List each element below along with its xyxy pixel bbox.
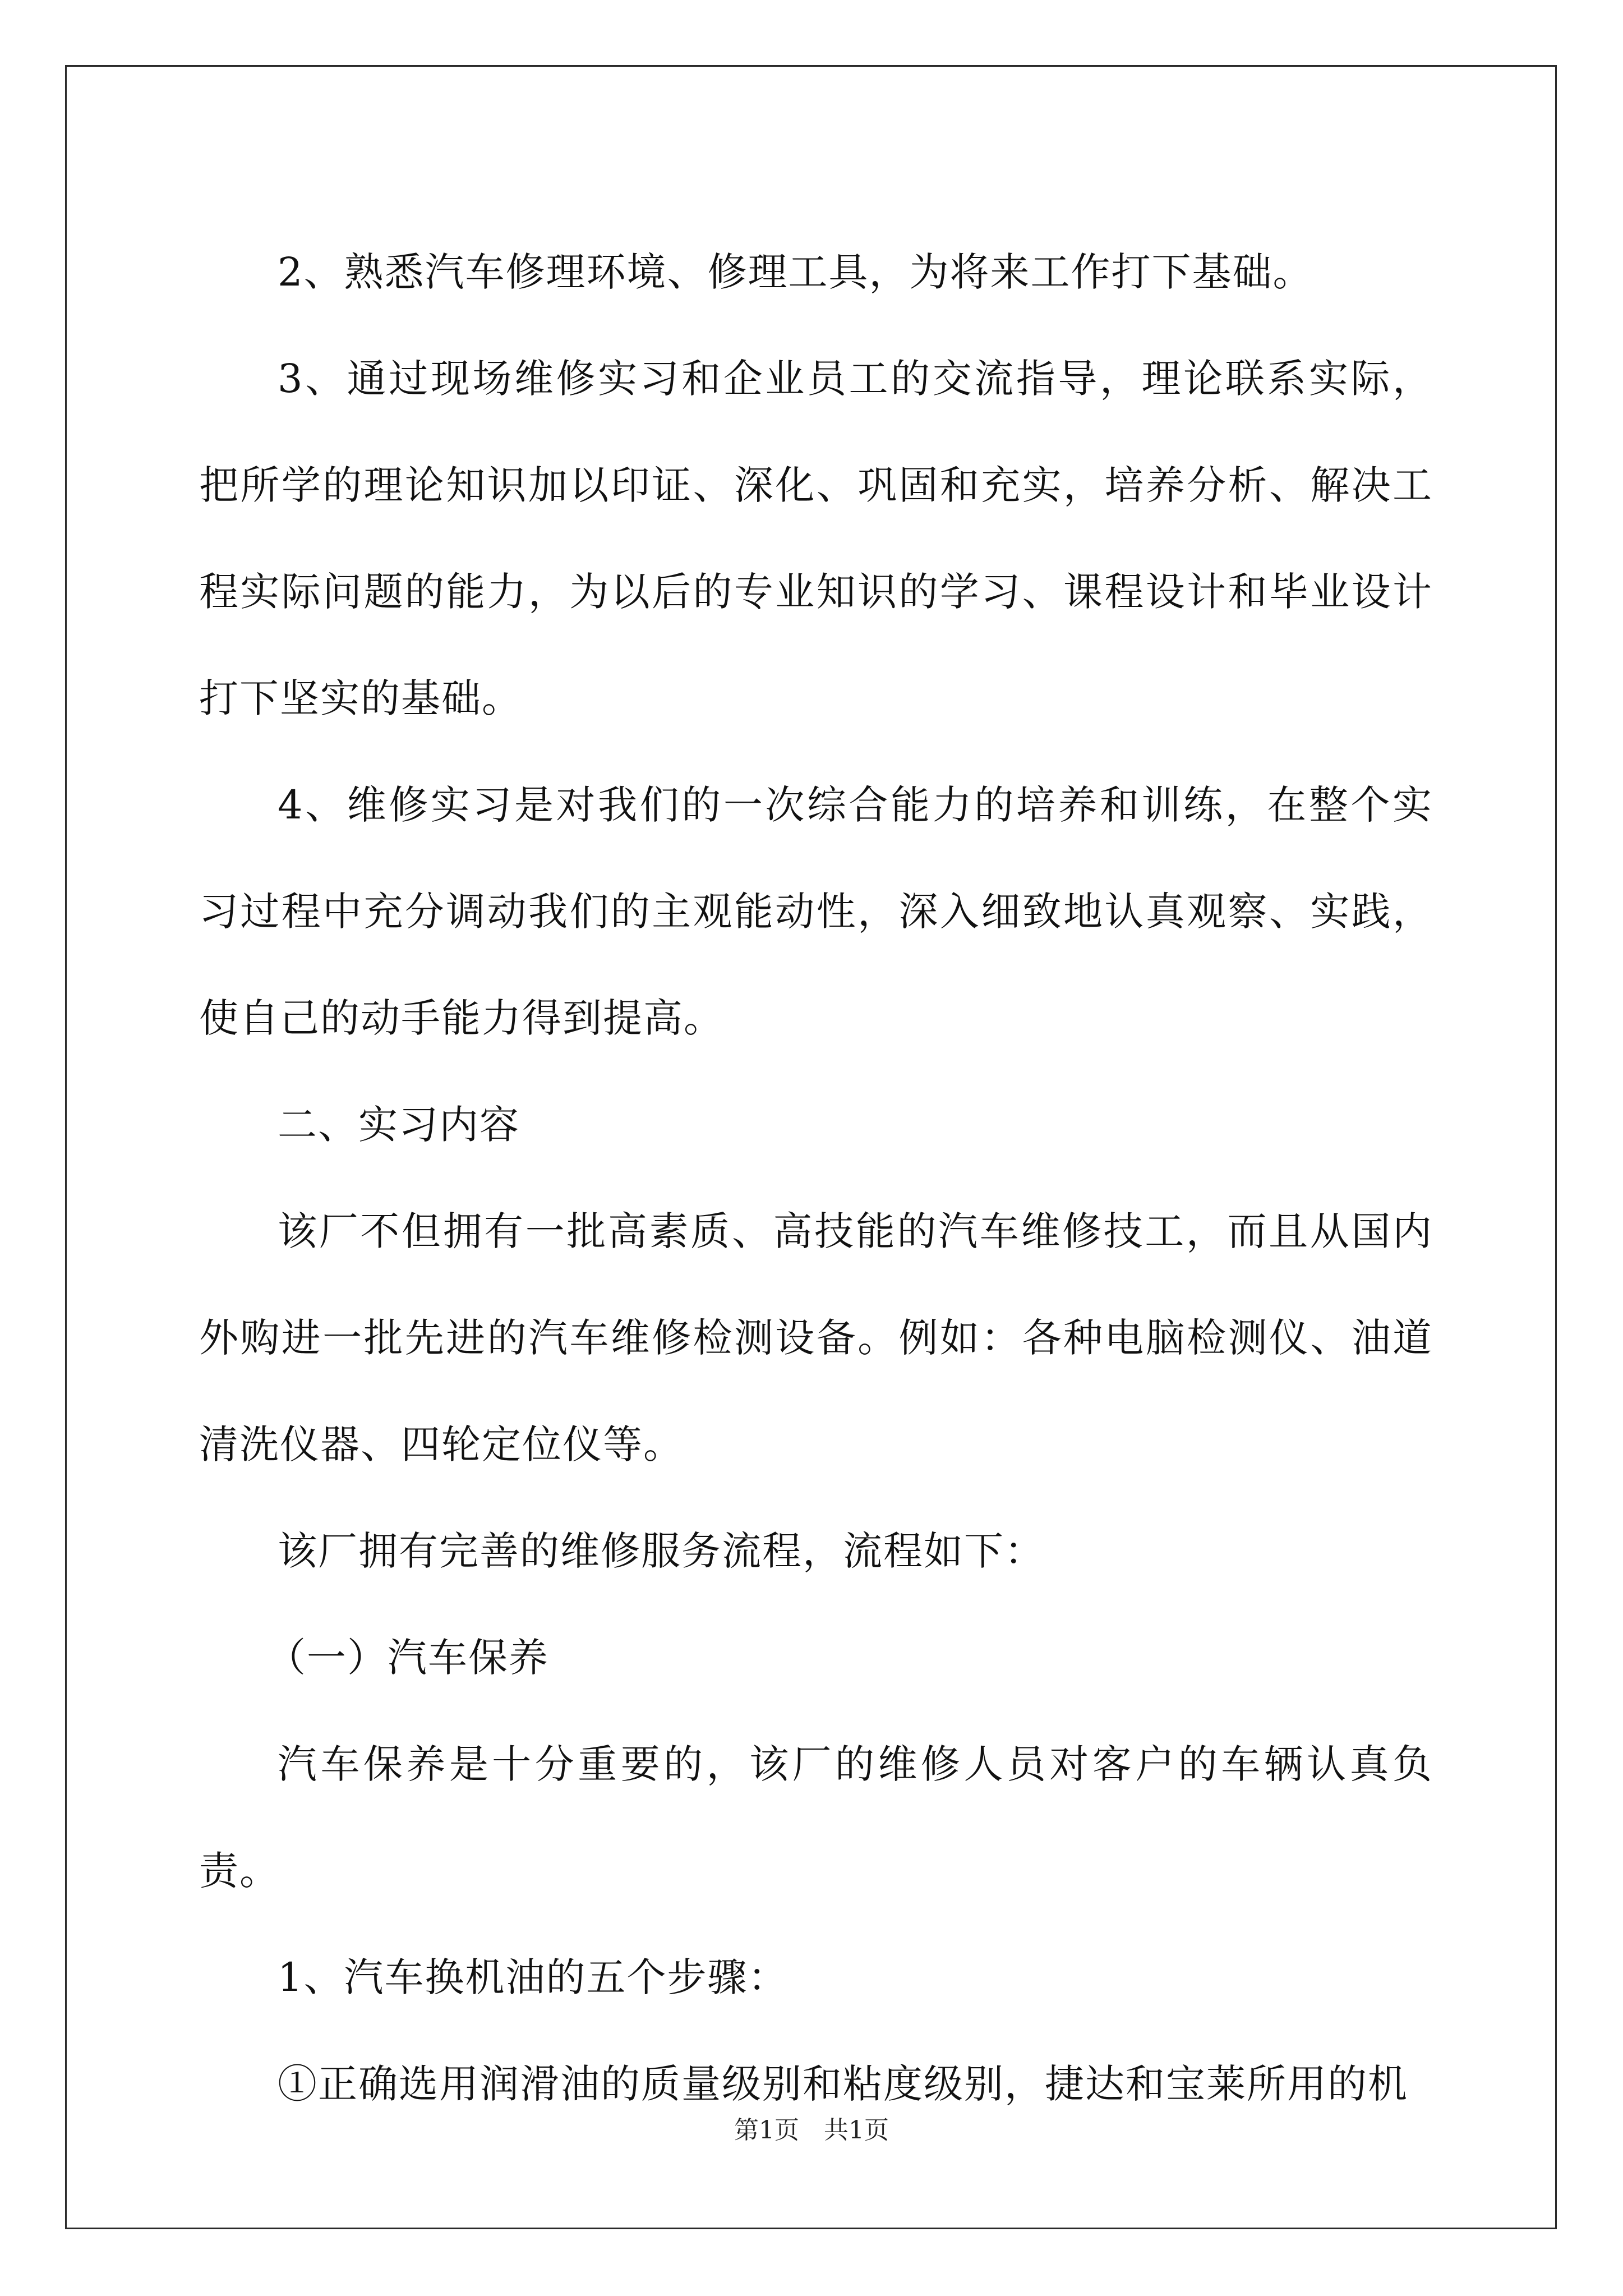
paragraph-6: 汽车保养是十分重要的，该厂的维修人员对客户的车辆认真负责。 <box>199 1741 1433 1894</box>
paragraph-1: 2、熟悉汽车修理环境、修理工具，为将来工作打下基础。 <box>278 249 1313 295</box>
page-footer <box>0 2114 1623 2147</box>
paragraph-2: 3、通过现场维修实习和企业员工的交流指导，理论联系实际，把所学的理论知识加以印证、深化、巩固和充实，培养分析、解决工程实际问题的能力，为以后的专业知识的学习、课程设计和毕业设计打下坚实的基础。 <box>199 356 1433 721</box>
paragraph-3: 4、维修实习是对我们的一次综合能力的培养和训练，在整个实习过程中充分调动我们的主观能动性，深入细致地认真观察、实践，使自己的动手能力得到提高。 <box>199 782 1433 1041</box>
section-heading: 二、实习内容 <box>278 1102 520 1148</box>
paragraph-5: 该厂拥有完善的维修服务流程，流程如下： <box>278 1528 1045 1574</box>
paragraph-7: 1、汽车换机油的五个步骤： <box>278 1954 789 2000</box>
paragraph-8: ①正确选用润滑油的质量级别和粘度级别，捷达和宝莱所用的机 <box>278 2061 1408 2107</box>
paragraph-4: 该厂不但拥有一批高素质、高技能的汽车维修技工，而且从国内外购进一批先进的汽车维修检测设备。例如：各种电脑检测仪、油道清洗仪器、四轮定位仪等。 <box>199 1208 1433 1467</box>
page-total: 共1页 <box>824 2116 889 2145</box>
document-body <box>199 219 1433 2137</box>
page-number: 第1页 <box>734 2116 799 2145</box>
subsection-heading: （一）汽车保养 <box>266 1635 549 1681</box>
